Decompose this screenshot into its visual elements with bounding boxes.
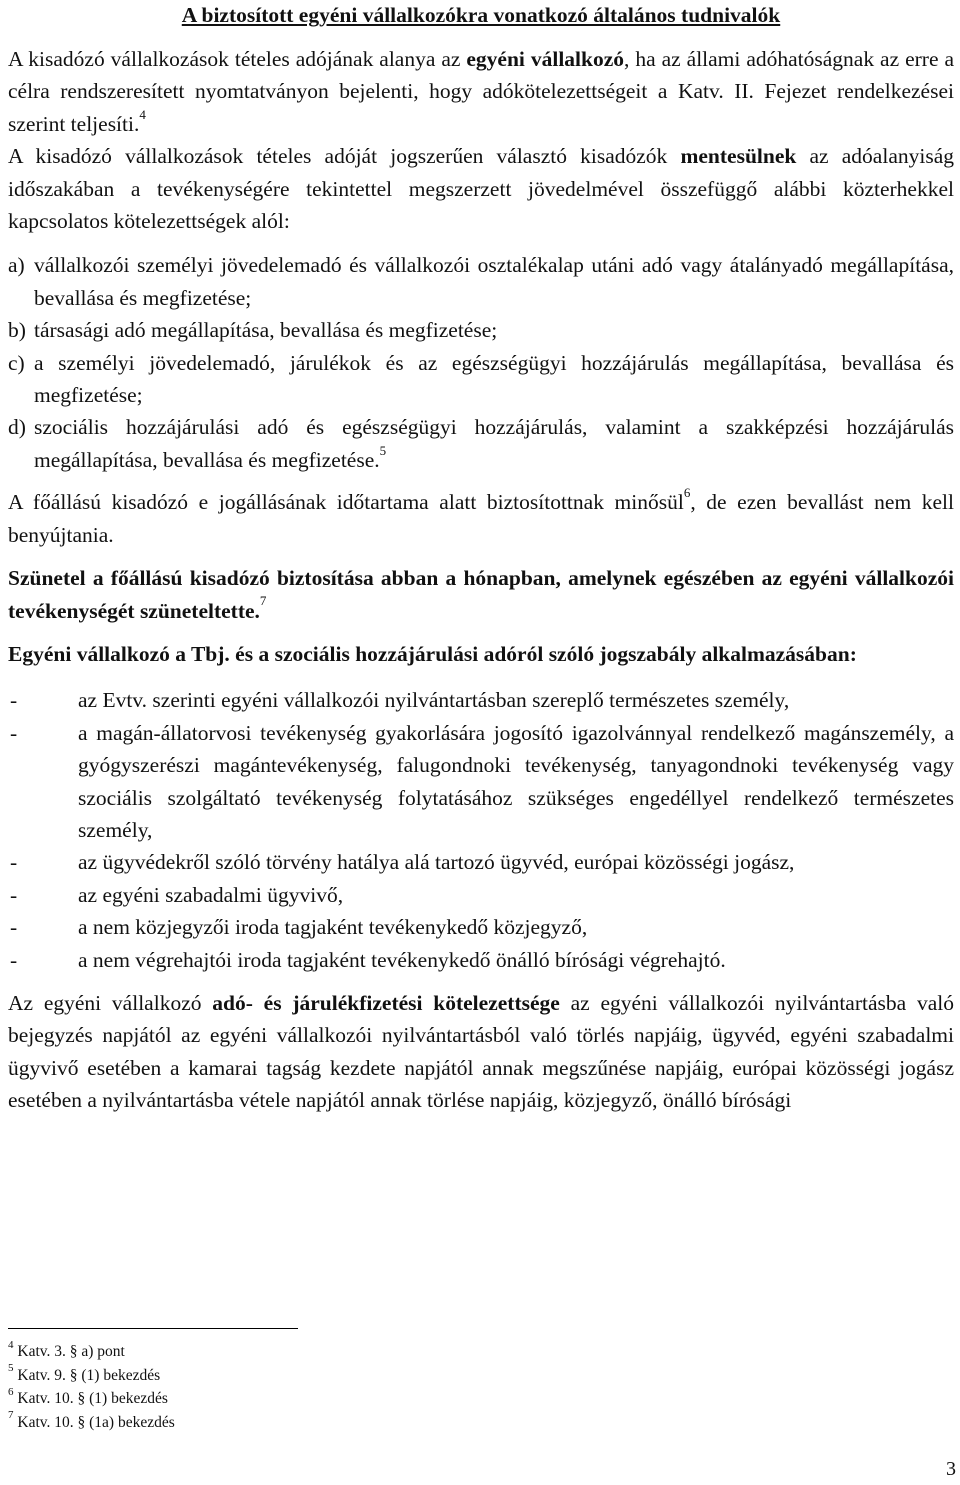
- list-item: [8, 944, 954, 976]
- list-item-text: az egyéni szabadalmi ügyvivő,: [78, 882, 344, 907]
- footnote: [8, 1364, 175, 1388]
- list-item-text: [34, 249, 954, 314]
- footnote-ref: 7: [259, 593, 267, 609]
- dash-bullet: -: [10, 915, 18, 940]
- bold-term: Szünetel a főállású kisadózó biztosítása abban a hónapban, amelynek egészében az egyéni vállalkozói tevékenységét szüneteltette.: [8, 566, 954, 623]
- list-item: [8, 249, 954, 314]
- text-run: , de ezen bevallást nem kell benyújtania.: [8, 490, 955, 547]
- list-item: [8, 911, 954, 943]
- obligations-list: [8, 249, 954, 476]
- dash-bullet: -: [10, 688, 18, 713]
- paragraph-tbj-heading: [8, 638, 954, 670]
- text-run: az egyéni vállalkozói nyilvántartásba való bejegyzés napjától az egyéni vállalkozói nyilvántartásból való törlés napjáig, ügyvéd, egyéni szabadalmi ügyvivő esetében a kamarai tagság kezdete napjától annak megszűnése napjáig, európai közösségi jogász esetében a nyilvántartásba vétele napjától annak törlése napjáig, közjegyző, önálló bírósági: [8, 990, 954, 1113]
- list-item-text: [34, 314, 954, 346]
- footnote: [8, 1411, 175, 1435]
- list-item-text: [34, 347, 954, 412]
- list-item: [8, 846, 954, 878]
- list-item-label: d): [8, 415, 26, 440]
- list-item-label: c): [8, 350, 25, 375]
- list-item: [8, 347, 954, 412]
- list-item-text: [34, 411, 954, 476]
- paragraph-payment-obligation: [8, 987, 954, 1117]
- text-run: vállalkozói személyi jövedelemadó és vállalkozói osztalékalap utáni adó vagy átalányadó megállapítása, bevallása és megfizetése;: [34, 253, 954, 310]
- text-run: a személyi jövedelemadó, járulékok és az egészségügyi hozzájárulás megállapítása, bevallása és megfizetése;: [34, 350, 954, 408]
- list-item-text: a nem végrehajtói iroda tagjaként tevékenykedő önálló bírósági végrehajtó.: [78, 947, 726, 972]
- paragraph-taxpayer-definition: [8, 43, 954, 140]
- text-run: az adóalanyiság időszakában a tevékenységére tekintettel megszerzett jövedelmével összefüggő alábbi közterhekkel kapcsolatos kötelezettségek alól:: [8, 144, 954, 234]
- footnote-text: Katv. 10. § (1a) bekezdés: [17, 1413, 175, 1431]
- footnote-text: Katv. 10. § (1) bekezdés: [17, 1390, 168, 1407]
- dash-bullet: -: [10, 947, 18, 972]
- footnote-separator: [8, 1328, 298, 1329]
- persons-list: [8, 684, 954, 976]
- bold-term: mentesülnek: [680, 144, 797, 169]
- paragraph-exemptions: [8, 140, 954, 237]
- list-item-text: az Evtv. szerinti egyéni vállalkozói nyilvántartásban szereplő természetes személy,: [78, 688, 790, 713]
- list-item: [8, 717, 954, 847]
- list-item: [8, 879, 954, 911]
- bold-term: egyéni vállalkozó: [466, 47, 625, 71]
- list-item: [8, 411, 954, 476]
- text-run: társasági adó megállapítása, bevallása és megfizetése;: [34, 318, 498, 343]
- text-run: szociális hozzájárulási adó és egészségügyi hozzájárulás, valamint a szakképzési hozzájárulás megállapítása, bevallása és megfizetése.: [34, 415, 954, 472]
- footnote-number: 5: [8, 1362, 14, 1375]
- page-title: A biztosított egyéni vállalkozókra vonatkozó általános tudnivalók: [181, 3, 781, 27]
- bold-term: Egyéni vállalkozó a Tbj. és a szociális hozzájárulási adóról szóló jogszabály alkalmazásában:: [8, 641, 857, 666]
- footnote-number: 4: [8, 1338, 14, 1351]
- list-item-label: b): [8, 318, 26, 343]
- list-item-text: az ügyvédekről szóló törvény hatálya alá tartozó ügyvéd, európai közösségi jogász,: [78, 850, 795, 875]
- dash-bullet: -: [10, 720, 18, 745]
- text-run: Az egyéni vállalkozó: [8, 990, 213, 1015]
- text-run: A főállású kisadózó e jogállásának időtartama alatt biztosítottnak minősül: [8, 490, 684, 515]
- footnote-text: Katv. 3. § a) pont: [17, 1343, 125, 1360]
- footnote-text: Katv. 9. § (1) bekezdés: [17, 1366, 161, 1384]
- footnote-ref: 4: [139, 106, 146, 122]
- footnote: [8, 1387, 175, 1411]
- list-item-text: a nem közjegyzői iroda tagjaként tevékenykedő közjegyző,: [78, 915, 588, 940]
- dash-bullet: -: [10, 882, 18, 907]
- text-run: A kisadózó vállalkozások tételes adójának alanya az: [8, 47, 467, 71]
- dash-bullet: -: [10, 850, 18, 875]
- footnote-ref: 5: [379, 442, 387, 458]
- list-item-label: a): [8, 253, 25, 278]
- footnote: [8, 1340, 175, 1364]
- paragraph-main-occupation: [8, 486, 954, 551]
- list-item-text: a magán-állatorvosi tevékenység gyakorlására jogosító igazolvánnyal rendelkező magánszemély, a gyógyszerészi magántevékenység, falugondnoki tevékenység, tanyagondnoki tevékenység vagy szociális szolgáltató tevékenység folytatásához szükséges engedéllyel rendelkező természetes személy,: [78, 720, 954, 842]
- text-run: , ha az állami adóhatóságnak az erre a célra rendszeresített nyomtatványon bejelenti, hogy adókötelezettségeit a Katv. II. Fejezet rendelkezései szerint teljesíti.: [8, 47, 955, 136]
- list-item: [8, 684, 954, 716]
- footnote-ref: 6: [683, 485, 691, 501]
- footnote-number: 7: [8, 1409, 14, 1422]
- bold-term: adó- és járulékfizetési kötelezettsége: [212, 990, 560, 1015]
- paragraph-suspension: [8, 562, 954, 627]
- list-item: [8, 314, 954, 346]
- text-run: A kisadózó vállalkozások tételes adóját jogszerűen választó kisadózók: [8, 144, 681, 169]
- page-number: 3: [946, 1458, 956, 1480]
- footnotes: [8, 1340, 175, 1434]
- footnote-number: 6: [8, 1385, 14, 1398]
